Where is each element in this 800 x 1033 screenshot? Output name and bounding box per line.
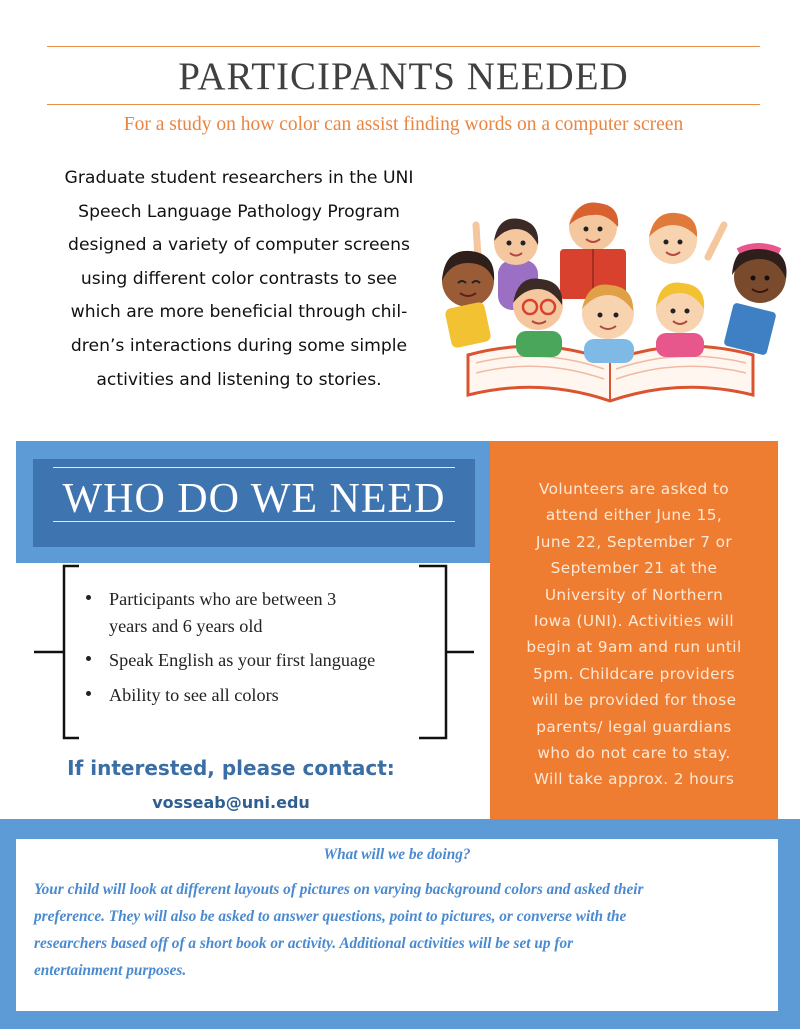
- intro-line: Speech Language Pathology Program: [78, 201, 400, 222]
- activities-box: [16, 839, 778, 1011]
- schedule-line: September 21 at the: [550, 559, 718, 578]
- schedule-text: [504, 476, 764, 793]
- schedule-line: will be provided for those: [531, 691, 737, 710]
- intro-line: dren’s interactions during some simple: [70, 335, 408, 356]
- activities-line: preference. They will also be asked to answer questions, point to pictures, or converse with the: [34, 908, 627, 925]
- schedule-line: Volunteers are asked to: [538, 480, 729, 498]
- schedule-line: Will take approx. 2 hours: [533, 770, 735, 789]
- child-figure: [649, 213, 724, 264]
- intro-paragraph: [40, 162, 438, 397]
- intro-line: using different color contrasts to see: [80, 268, 398, 289]
- bullet-icon: [86, 691, 91, 696]
- child-figure: [442, 251, 494, 349]
- schedule-line: 5pm. Childcare providers: [533, 664, 735, 683]
- child-figure: [513, 279, 563, 358]
- schedule-line: University of Northern: [544, 585, 724, 604]
- bullet-icon: [86, 656, 91, 661]
- schedule-line: June 22, September 7 or: [535, 532, 733, 551]
- top-rule: [47, 46, 760, 47]
- child-figure: [723, 246, 786, 356]
- criteria-line: years and 6 years old: [109, 616, 263, 636]
- schedule-panel: [490, 441, 778, 819]
- schedule-line: who do not care to stay.: [537, 744, 731, 763]
- schedule-line: begin at 9am and run until: [526, 638, 742, 657]
- who-top-rule: [53, 467, 455, 468]
- child-figure: [582, 285, 634, 364]
- children-reading-book-illustration: [428, 185, 793, 410]
- activities-text: [34, 876, 766, 984]
- activities-line: Your child will look at different layouts of pictures on varying background colors and asked their: [34, 881, 644, 898]
- criteria-line: Participants who are between 3: [109, 589, 337, 609]
- contact-email-link[interactable]: vosseab@uni.edu: [152, 793, 310, 812]
- child-figure: [560, 202, 626, 299]
- page-subtitle: For a study on how color can assist finding words on a computer screen: [123, 114, 684, 135]
- child-figure: [656, 283, 704, 358]
- who-bottom-rule: [53, 521, 455, 522]
- page-title: PARTICIPANTS NEEDED: [178, 55, 629, 98]
- activities-title: What will we be doing?: [323, 846, 471, 863]
- activities-line: researchers based off of a short book or activity. Additional activities will be set up for: [34, 935, 574, 952]
- bullet-icon: [86, 595, 91, 600]
- schedule-line: attend either June 15,: [545, 506, 723, 525]
- contact-heading: If interested, please contact:: [67, 756, 395, 780]
- schedule-line: Iowa (UNI). Activities will: [533, 612, 735, 631]
- intro-line: Graduate student researchers in the UNI: [64, 168, 414, 188]
- criteria-text: Speak English as your first language: [109, 650, 376, 670]
- title-rule: [47, 104, 760, 105]
- schedule-line: parents/ legal guardians: [536, 717, 732, 736]
- intro-line: which are more beneficial through chil-: [70, 302, 408, 323]
- intro-line: designed a variety of computer screens: [68, 235, 410, 256]
- who-title-box: [33, 459, 475, 547]
- intro-line: activities and listening to stories.: [96, 369, 382, 390]
- who-title: WHO DO WE NEED: [62, 476, 446, 522]
- activities-line: entertainment purposes.: [34, 962, 187, 979]
- criteria-text: [109, 586, 409, 640]
- criteria-text: Ability to see all colors: [109, 685, 279, 705]
